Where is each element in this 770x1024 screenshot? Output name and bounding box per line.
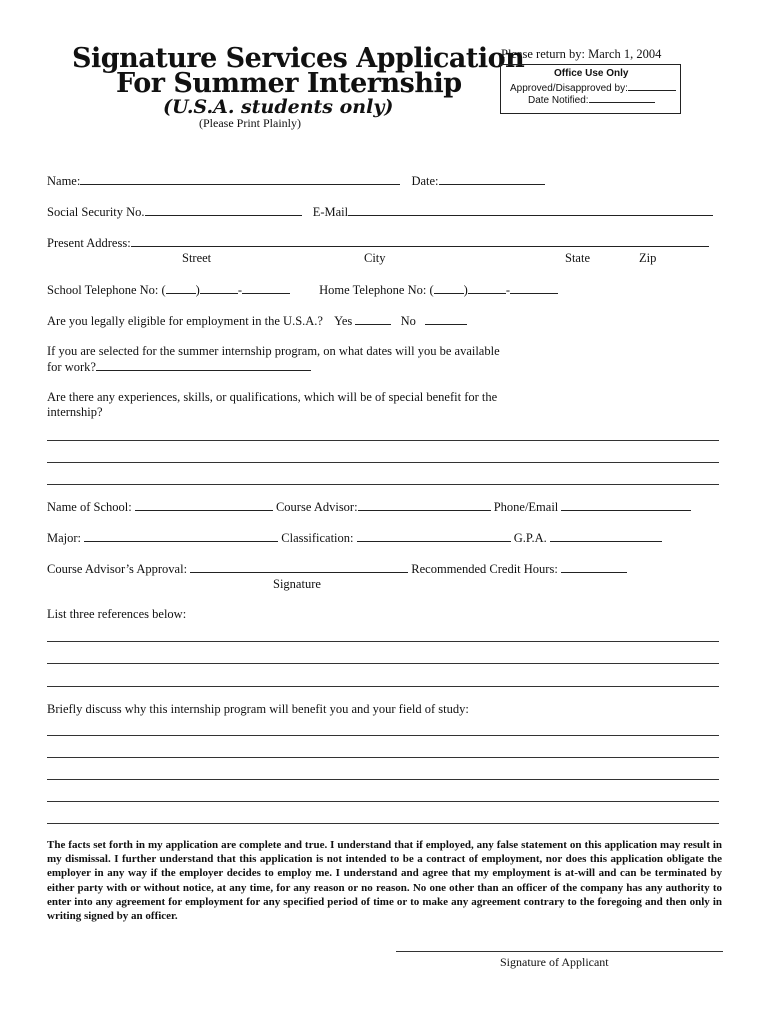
phone-email-field[interactable]: [561, 499, 691, 511]
available-dates-field[interactable]: [96, 359, 311, 371]
no-field[interactable]: [425, 313, 467, 325]
major-label: Major:: [47, 531, 82, 545]
form-subtitle: (U.S.A. students only): [163, 96, 394, 118]
skills-answer-line[interactable]: [47, 462, 719, 463]
school-phone-line[interactable]: [242, 282, 290, 294]
advisor-label: Course Advisor:: [275, 500, 358, 514]
ssn-row: [47, 204, 713, 220]
home-phone-dash: -: [505, 283, 510, 297]
email-label: E-Mail: [312, 205, 349, 219]
address-city-caption: City: [364, 251, 386, 265]
ssn-label: Social Security No.: [47, 205, 145, 219]
reference-line[interactable]: [47, 641, 719, 642]
office-use-heading: Office Use Only: [554, 68, 629, 79]
major-row: [47, 530, 662, 546]
school-phone-dash: -: [237, 283, 243, 297]
benefit-line[interactable]: [47, 735, 719, 736]
address-state-caption: State: [565, 251, 590, 265]
date-notified-label: Date Notified:: [528, 93, 655, 106]
school-phone-prefix[interactable]: [200, 282, 238, 294]
credit-hours-field[interactable]: [561, 561, 627, 573]
eligibility-question: Are you legally eligible for employment in the U.S.A.?: [47, 314, 323, 328]
benefit-line[interactable]: [47, 823, 719, 824]
address-label: Present Address:: [47, 236, 131, 250]
references-label: List three references below:: [47, 607, 187, 621]
home-phone-label: Home Telephone No: (: [319, 283, 434, 297]
school-field[interactable]: [135, 499, 273, 511]
email-field[interactable]: [348, 204, 713, 216]
applicant-signature-caption: Signature of Applicant: [500, 955, 609, 969]
yes-label: Yes: [334, 314, 353, 328]
classification-label: Classification:: [281, 531, 354, 545]
benefit-label: Briefly discuss why this internship program will benefit you and your field of study:: [47, 702, 469, 716]
school-phone-area[interactable]: [166, 282, 196, 294]
dates-question-line1: If you are selected for the summer internship program, on what dates will you be available: [47, 344, 500, 358]
school-phone-label: School Telephone No: (: [47, 283, 166, 297]
form-title-line1: Signature Services Application: [72, 43, 525, 74]
eligibility-row: [47, 313, 467, 329]
name-row: [47, 173, 545, 189]
skills-question-line2: internship?: [47, 405, 103, 419]
reference-line[interactable]: [47, 663, 719, 664]
school-row: [47, 499, 691, 515]
benefit-line[interactable]: [47, 757, 719, 758]
address-row: [47, 235, 709, 251]
phone-email-label: Phone/Email: [493, 500, 559, 514]
phone-row: [47, 282, 558, 298]
name-label: Name:: [47, 174, 81, 188]
dates-question-row: [47, 359, 311, 375]
name-field[interactable]: [80, 173, 400, 185]
address-field[interactable]: [131, 235, 709, 247]
gpa-field[interactable]: [550, 530, 662, 542]
date-label: Date:: [411, 174, 439, 188]
skills-answer-line[interactable]: [47, 484, 719, 485]
no-label: No: [400, 314, 416, 328]
approval-row: [47, 561, 627, 577]
classification-field[interactable]: [357, 530, 511, 542]
yes-field[interactable]: [355, 313, 391, 325]
home-phone-line[interactable]: [510, 282, 558, 294]
ssn-field[interactable]: [145, 204, 302, 216]
address-street-caption: Street: [182, 251, 212, 265]
address-zip-caption: Zip: [639, 251, 657, 265]
return-by-date: Please return by: March 1, 2004: [501, 47, 662, 61]
approved-by-label: Approved/Disapproved by:: [510, 81, 676, 94]
legal-statement: The facts set forth in my application are complete and true. I understand that if employed, any false statement on this application may result in my dismissal. I further understand that this application is not intended to be a contract of employment, nor does this application obligate the employer in any way if the employer decides to employ me. I understand and agree that my employment is at-will and can be terminated by either party with or without notice, at any time, for any reason or no reason. No one other than an officer of the company has any authority to enter into any agreement for employment for any specified period of time or to make any agreement contrary to the foregoing and then only in writing signed by an officer.: [47, 839, 722, 923]
advisor-approval-label: Course Advisor’s Approval:: [47, 562, 188, 576]
credit-hours-label: Recommended Credit Hours:: [411, 562, 558, 576]
signature-caption: Signature: [273, 577, 321, 591]
advisor-signature-field[interactable]: [190, 561, 408, 573]
school-label: Name of School:: [47, 500, 132, 514]
form-title-line2: For Summer Internship: [116, 68, 462, 99]
applicant-signature-line[interactable]: [396, 951, 723, 952]
benefit-line[interactable]: [47, 779, 719, 780]
home-phone-paren: ): [463, 283, 468, 297]
home-phone-prefix[interactable]: [468, 282, 506, 294]
advisor-field[interactable]: [358, 499, 491, 511]
dates-question-line2: for work?: [47, 360, 96, 374]
home-phone-area[interactable]: [434, 282, 464, 294]
date-field[interactable]: [439, 173, 545, 185]
skills-question-line1: Are there any experiences, skills, or qualifications, which will be of special benefit for the: [47, 390, 498, 404]
skills-answer-line[interactable]: [47, 440, 719, 441]
reference-line[interactable]: [47, 686, 719, 687]
print-instruction: (Please Print Plainly): [199, 116, 301, 130]
school-phone-paren: ): [195, 283, 200, 297]
office-use-box: [500, 64, 681, 114]
benefit-line[interactable]: [47, 801, 719, 802]
gpa-label: G.P.A.: [513, 531, 547, 545]
major-field[interactable]: [84, 530, 278, 542]
